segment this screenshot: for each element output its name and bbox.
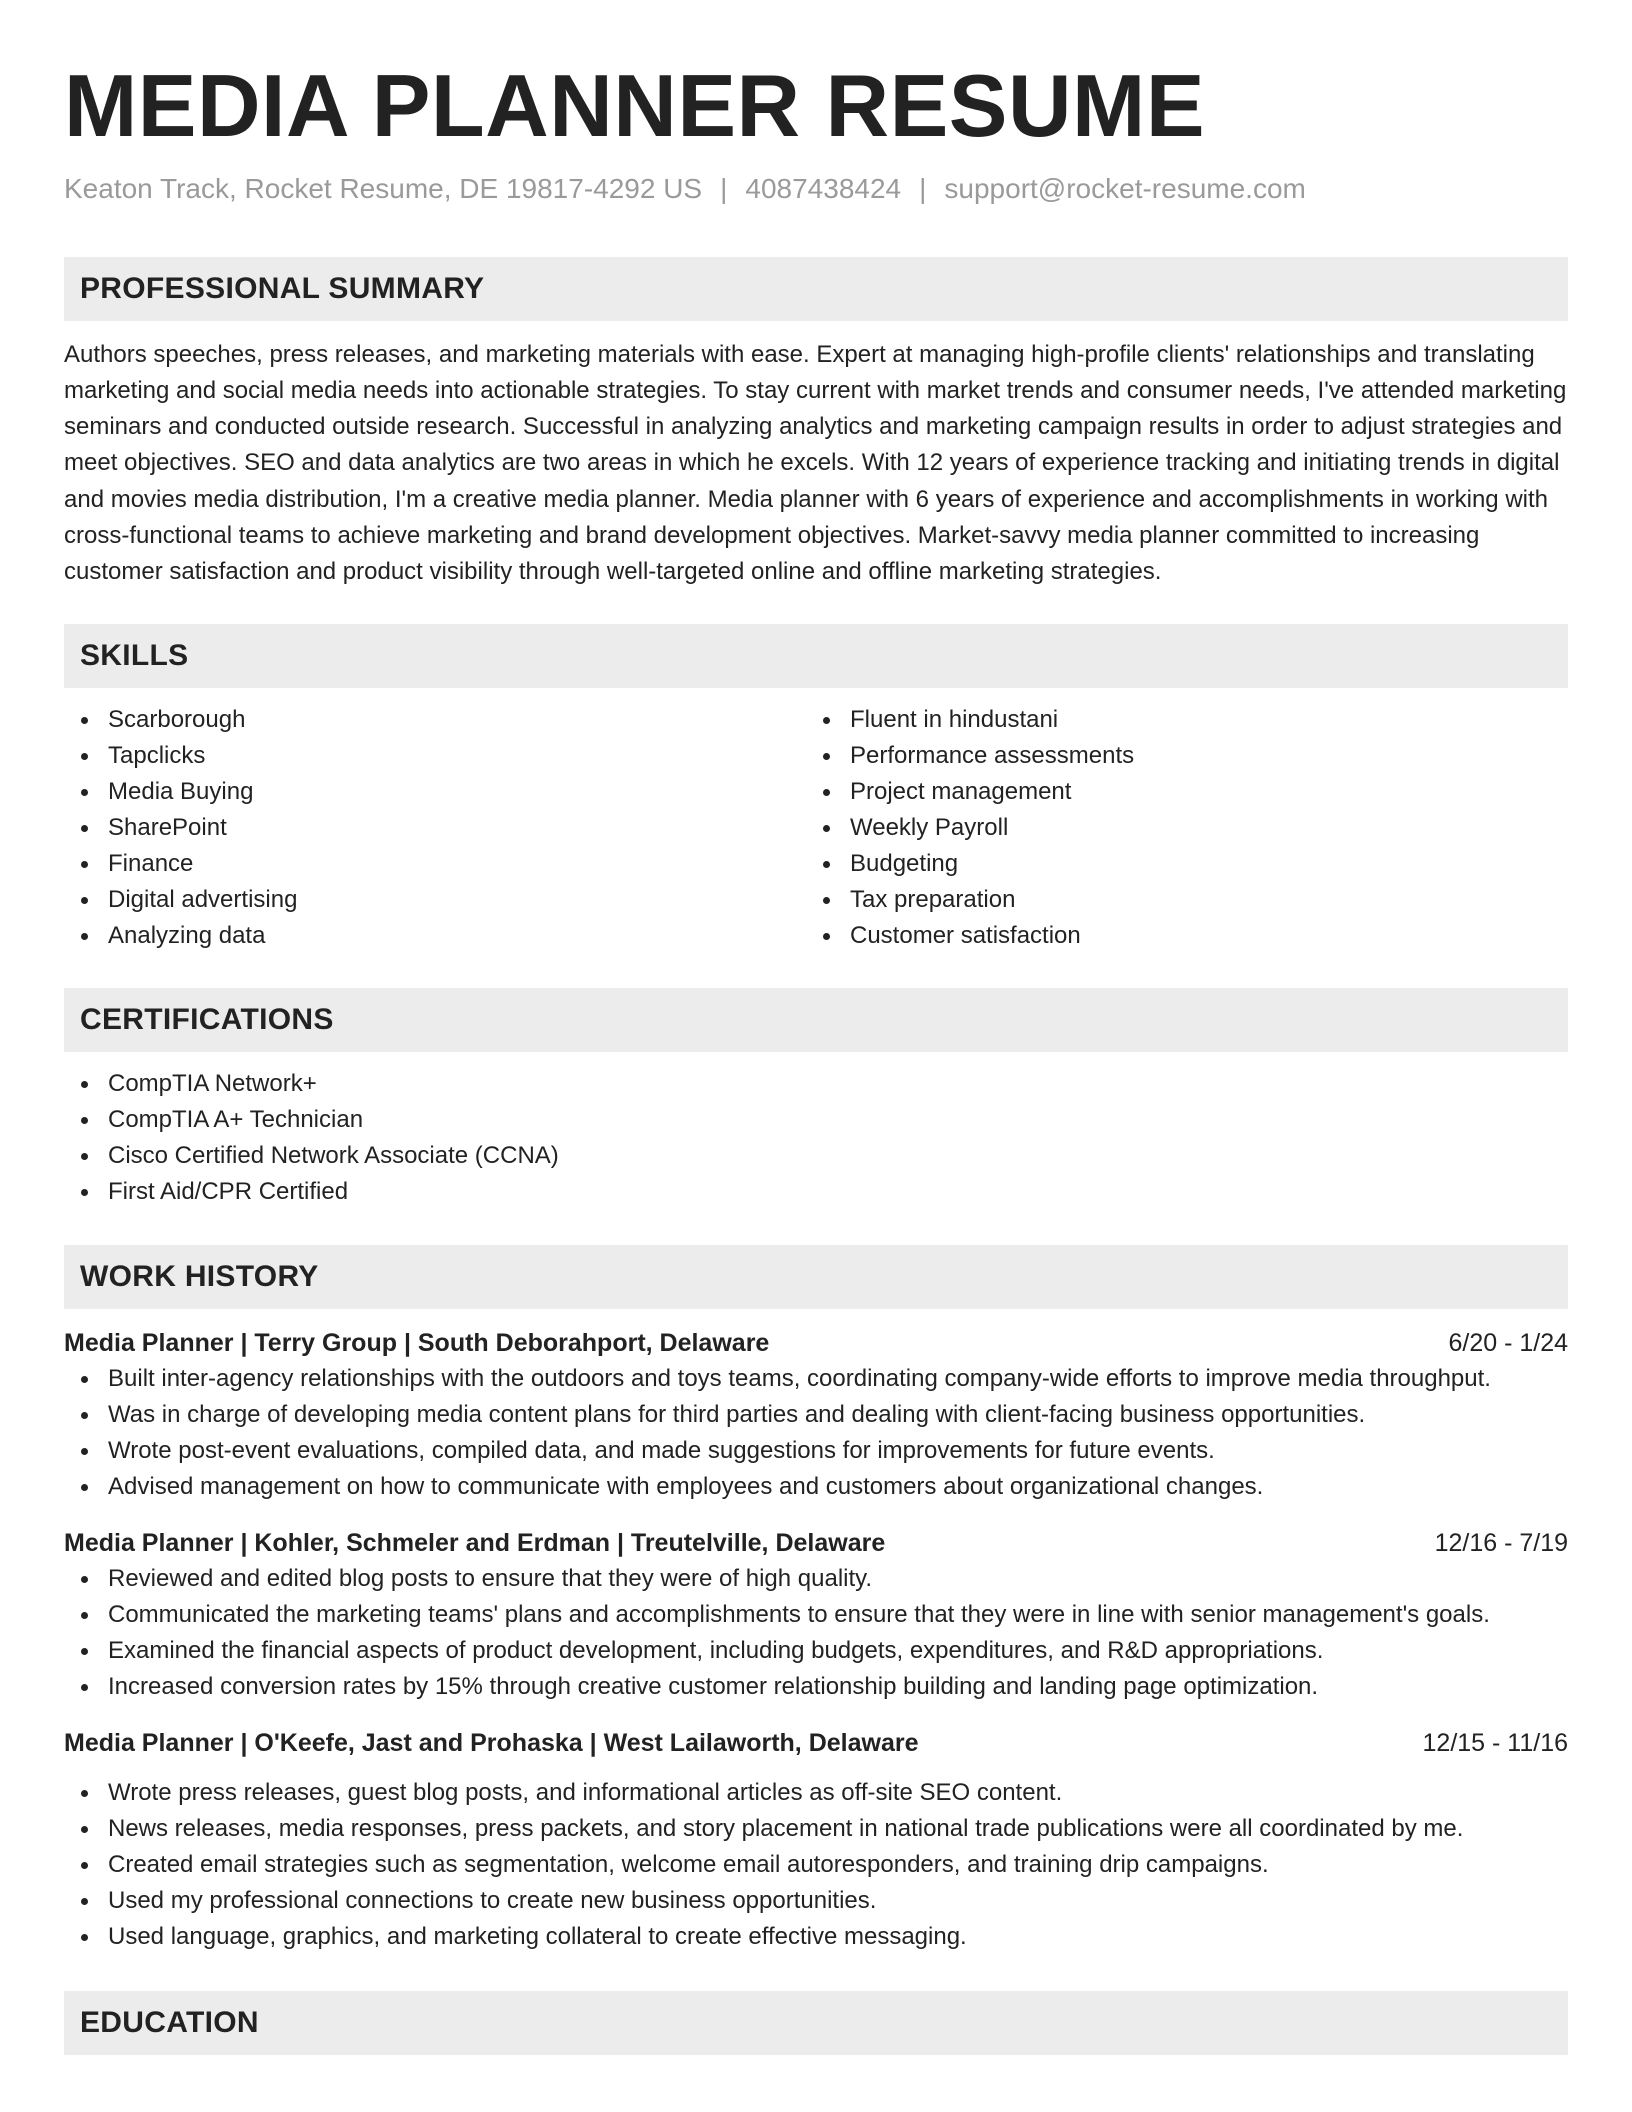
skill-item: Budgeting (806, 846, 1548, 882)
summary-heading: PROFESSIONAL SUMMARY (64, 257, 1568, 321)
job-bullet: Advised management on how to communicate with employees and customers about organizational changes. (64, 1469, 1568, 1505)
certification-item: CompTIA Network+ (64, 1066, 1568, 1102)
certifications-list (64, 1066, 1568, 1210)
skill-item: Tapclicks (64, 738, 806, 774)
job-bullets (64, 1775, 1568, 1955)
skill-item: Project management (806, 774, 1548, 810)
job-title: Media Planner | O'Keefe, Jast and Prohaska | West Lailaworth, Delaware (64, 1728, 919, 1757)
contact-line (64, 172, 1568, 206)
skill-item: Performance assessments (806, 738, 1548, 774)
job-entry (64, 1325, 1568, 1505)
skills-list (64, 702, 1568, 954)
contact-phone: 4087438424 (745, 173, 902, 204)
job-title: Media Planner | Terry Group | South Deborahport, Delaware (64, 1328, 770, 1357)
job-header (64, 1325, 1568, 1361)
contact-separator: | (919, 173, 927, 204)
skill-item: Media Buying (64, 774, 806, 810)
skill-item: Weekly Payroll (806, 810, 1548, 846)
skills-heading: SKILLS (64, 624, 1568, 688)
job-bullet: Was in charge of developing media content plans for third parties and dealing with client-facing business opportunities. (64, 1397, 1568, 1433)
certification-item: First Aid/CPR Certified (64, 1174, 1568, 1210)
job-bullet: Used language, graphics, and marketing collateral to create effective messaging. (64, 1919, 1568, 1955)
skill-item: Fluent in hindustani (806, 702, 1548, 738)
job-dates: 12/16 - 7/19 (1434, 1528, 1568, 1557)
job-bullets (64, 1361, 1568, 1505)
contact-separator: | (720, 173, 728, 204)
job-bullets (64, 1561, 1568, 1705)
skill-item: Analyzing data (64, 918, 806, 954)
skill-item: SharePoint (64, 810, 806, 846)
job-bullet: Built inter-agency relationships with the outdoors and toys teams, coordinating company-wide efforts to improve media throughput. (64, 1361, 1568, 1397)
job-title: Media Planner | Kohler, Schmeler and Erdman | Treutelville, Delaware (64, 1528, 886, 1557)
job-dates: 12/15 - 11/16 (1422, 1728, 1568, 1757)
job-bullet: Used my professional connections to create new business opportunities. (64, 1883, 1568, 1919)
job-dates: 6/20 - 1/24 (1448, 1328, 1568, 1357)
contact-address: Keaton Track, Rocket Resume, DE 19817-4292 US (64, 173, 703, 204)
resume-title: MEDIA PLANNER RESUME (64, 56, 1206, 155)
education-heading: EDUCATION (64, 1991, 1568, 2055)
job-entry (64, 1725, 1568, 1955)
skill-item: Digital advertising (64, 882, 806, 918)
job-entry (64, 1525, 1568, 1705)
job-bullet: Reviewed and edited blog posts to ensure that they were of high quality. (64, 1561, 1568, 1597)
skill-item: Tax preparation (806, 882, 1548, 918)
skill-item: Finance (64, 846, 806, 882)
job-bullet: Created email strategies such as segmentation, welcome email autoresponders, and training drip campaigns. (64, 1847, 1568, 1883)
skill-item: Scarborough (64, 702, 806, 738)
job-bullet: Examined the financial aspects of product development, including budgets, expenditures, and R&D appropriations. (64, 1633, 1568, 1669)
job-header (64, 1725, 1568, 1761)
job-bullet: Communicated the marketing teams' plans and accomplishments to ensure that they were in line with senior management's goals. (64, 1597, 1568, 1633)
certification-item: CompTIA A+ Technician (64, 1102, 1568, 1138)
job-bullet: Increased conversion rates by 15% through creative customer relationship building and landing page optimization. (64, 1669, 1568, 1705)
job-bullet: Wrote post-event evaluations, compiled data, and made suggestions for improvements for future events. (64, 1433, 1568, 1469)
summary-text: Authors speeches, press releases, and marketing materials with ease. Expert at managing high-profile clients' relationships and translating marketing and social media needs into actionable strategies. To stay current with market trends and consumer needs, I've attended marketing seminars and conducted outside research. Successful in analyzing analytics and marketing campaign results in order to adjust strategies and meet objectives. SEO and data analytics are two areas in which he excels. With 12 years of experience tracking and initiating trends in digital and movies media distribution, I'm a creative media planner. Media planner with 6 years of experience and accomplishments in working with cross-functional teams to achieve marketing and brand development objectives. Market-savvy media planner committed to increasing customer satisfaction and product visibility through well-targeted online and offline marketing strategies. (64, 340, 1567, 586)
skills-column-right (806, 702, 1548, 954)
work-history-heading: WORK HISTORY (64, 1245, 1568, 1309)
job-header (64, 1525, 1568, 1561)
certifications-heading: CERTIFICATIONS (64, 988, 1568, 1052)
job-bullet: Wrote press releases, guest blog posts, and informational articles as off-site SEO content. (64, 1775, 1568, 1811)
skills-column-left (64, 702, 806, 954)
certification-item: Cisco Certified Network Associate (CCNA) (64, 1138, 1568, 1174)
contact-email: support@rocket-resume.com (944, 173, 1306, 204)
job-bullet: News releases, media responses, press packets, and story placement in national trade publications were all coordinated by me. (64, 1811, 1568, 1847)
skill-item: Customer satisfaction (806, 918, 1548, 954)
